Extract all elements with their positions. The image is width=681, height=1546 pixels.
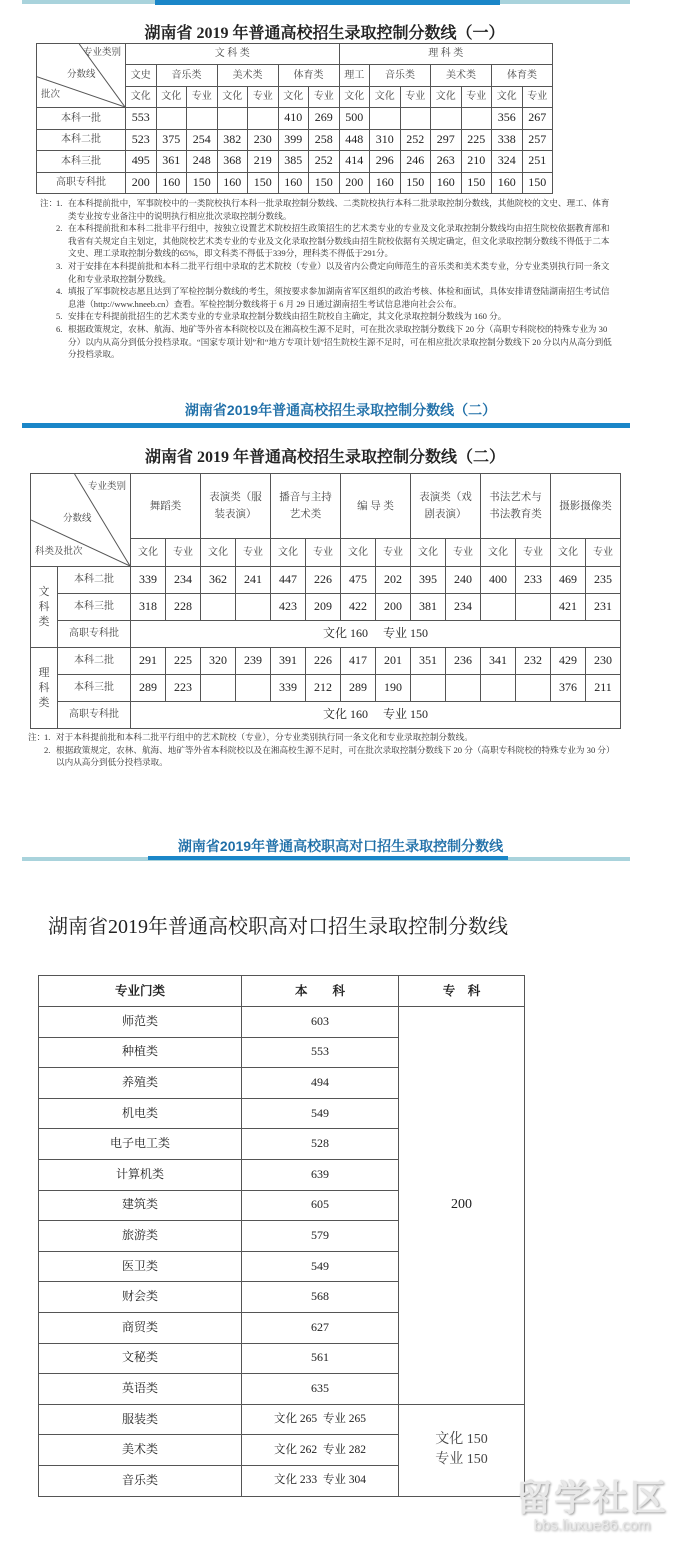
score-cell: 351 xyxy=(411,648,446,675)
score-cell xyxy=(516,594,551,621)
category-name: 养殖类 xyxy=(39,1068,242,1099)
score-cell: 553 xyxy=(126,108,157,130)
table1 xyxy=(36,43,614,194)
score-cell: 362 xyxy=(201,567,236,594)
subhead: 专业 xyxy=(586,539,621,567)
subhead: 文化 xyxy=(271,539,306,567)
score-cell: 150 xyxy=(522,172,553,194)
score-cell: 395 xyxy=(411,567,446,594)
note-text: 对于本科提前批和本科二批平行组中的艺术院校（专业），分专业类别执行同一条文化和专业录取控制分数线。 xyxy=(56,732,473,742)
score-cell: 212 xyxy=(306,675,341,702)
top-divider-accent xyxy=(155,0,500,5)
score-cell: 399 xyxy=(278,129,309,151)
score-cell: 232 xyxy=(516,648,551,675)
note-number: 2. xyxy=(56,223,63,234)
note-number: 3. xyxy=(56,260,63,271)
benke-score: 549 xyxy=(242,1098,399,1129)
subhead: 文化 xyxy=(551,539,586,567)
benke-score: 553 xyxy=(242,1037,399,1068)
corner-label-mid: 分数线 xyxy=(63,514,92,524)
score-cell xyxy=(461,108,492,130)
score-cell: 400 xyxy=(481,567,516,594)
subhead: 专业 xyxy=(516,539,551,567)
score-cell: 211 xyxy=(586,675,621,702)
header-row xyxy=(37,44,614,65)
table-row xyxy=(31,594,621,621)
score-cell: 448 xyxy=(339,129,370,151)
benke-score: 568 xyxy=(242,1282,399,1313)
subhead: 文化 xyxy=(201,539,236,567)
note-text: 填报了军事院校志愿且达到了军检控制分数线的考生，须按要求参加湖南省军区组织的政治考核、体检和面试，具体安排请登陆湖南招生考试信息港（http://www.hneeb.cn）查看。军检控制分数线将于 6 月 29 日通过湖南招生考试信息港向社会公布。 xyxy=(68,286,610,309)
row-label: 本科二批 xyxy=(37,129,126,151)
category-name: 服装类 xyxy=(39,1404,242,1435)
subhead: 专业 xyxy=(400,87,431,108)
score-cell: 338 xyxy=(492,129,523,151)
subhead: 专业 xyxy=(248,87,279,108)
score-cell: 382 xyxy=(217,129,248,151)
header-row xyxy=(39,976,525,1007)
corner-label-top: 专业类别 xyxy=(87,482,126,492)
score-cell: 296 xyxy=(370,151,401,173)
score-cell xyxy=(516,675,551,702)
note-number: 1. xyxy=(44,732,51,742)
score-cell: 209 xyxy=(306,594,341,621)
subhead: 专业 xyxy=(376,539,411,567)
category-header: 表演类（戏剧表演） xyxy=(411,474,481,539)
subhead: 文化 xyxy=(217,87,248,108)
benke-score: 文化 262 专业 282 xyxy=(242,1435,399,1466)
score-cell: 391 xyxy=(271,648,306,675)
score-cell: 160 xyxy=(431,172,462,194)
score-cell: 310 xyxy=(370,129,401,151)
score-cell xyxy=(217,108,248,130)
benke-score: 文化 265 专业 265 xyxy=(242,1404,399,1435)
subhead: 文化 xyxy=(341,539,376,567)
category-name: 计算机类 xyxy=(39,1159,242,1190)
score-cell: 248 xyxy=(187,151,218,173)
score-cell: 239 xyxy=(236,648,271,675)
score-cell: 160 xyxy=(492,172,523,194)
score-cell: 289 xyxy=(341,675,376,702)
score-cell: 324 xyxy=(492,151,523,173)
score-cell: 190 xyxy=(376,675,411,702)
subhead: 文化 xyxy=(431,87,462,108)
score-cell: 234 xyxy=(166,567,201,594)
column-header: 专 科 xyxy=(399,976,525,1007)
note-number: 5. xyxy=(56,311,63,322)
score-cell xyxy=(201,594,236,621)
category-name: 英语类 xyxy=(39,1374,242,1405)
subhead: 文化 xyxy=(411,539,446,567)
corner-label-bottom: 科类及批次 xyxy=(35,547,83,558)
corner-header xyxy=(31,474,131,567)
corner-label-top: 专业类别 xyxy=(82,48,121,58)
score-cell xyxy=(481,675,516,702)
row-label: 本科一批 xyxy=(37,108,126,130)
subhead: 文化 xyxy=(481,539,516,567)
table-row xyxy=(31,648,621,675)
table3-title: 湖南省2019年普通高校职高对口招生录取控制分数线 xyxy=(48,916,508,938)
header-row xyxy=(31,474,621,539)
score-cell: 223 xyxy=(166,675,201,702)
score-cell: 269 xyxy=(309,108,340,130)
merged-score-cell: 文化 160 专业 150 xyxy=(131,621,621,648)
table-row xyxy=(31,621,621,648)
section3-divider-accent xyxy=(148,856,508,860)
benke-score: 635 xyxy=(242,1374,399,1405)
score-cell: 219 xyxy=(248,151,279,173)
score-cell: 230 xyxy=(248,129,279,151)
score-cell: 200 xyxy=(126,172,157,194)
corner-header xyxy=(37,44,126,108)
score-cell: 225 xyxy=(461,129,492,151)
score-cell: 236 xyxy=(446,648,481,675)
category-name: 美术类 xyxy=(39,1435,242,1466)
row-label: 本科二批 xyxy=(58,567,131,594)
score-cell: 240 xyxy=(446,567,481,594)
score-cell: 160 xyxy=(217,172,248,194)
table-row xyxy=(39,1007,525,1038)
score-cell xyxy=(446,675,481,702)
category-header: 编 导 类 xyxy=(341,474,411,539)
table-row xyxy=(31,675,621,702)
table-row xyxy=(37,151,614,173)
subgroup-header: 文史 xyxy=(126,65,157,87)
score-cell xyxy=(411,675,446,702)
score-cell: 376 xyxy=(551,675,586,702)
watermark-logo xyxy=(512,1478,672,1534)
benke-score: 561 xyxy=(242,1343,399,1374)
score-cell: 150 xyxy=(187,172,218,194)
score-cell: 230 xyxy=(586,648,621,675)
column-header: 本 科 xyxy=(242,976,399,1007)
watermark-url: bbs.liuxue86.com xyxy=(533,1517,651,1534)
score-cell xyxy=(236,594,271,621)
score-cell xyxy=(201,675,236,702)
zhuanke-score-art xyxy=(399,1404,525,1496)
score-cell: 160 xyxy=(370,172,401,194)
score-cell: 361 xyxy=(156,151,187,173)
score-cell: 429 xyxy=(551,648,586,675)
subhead: 专业 xyxy=(236,539,271,567)
note-text: 在本科提前批和本科二批非平行组中，按独立设置艺术院校招生政策招生的艺术类专业的专业及文化录取控制分数线均由招生院校依据教育部和我省有关规定自主划定，其他院校艺术类专业的专业及文化录取控制分数线由招生院校依据有关规定确定，但文化录取控制分数线不得低于二本文史、理工录取控制分数线的65%，即文科类不得低于339分，理科类不得低于291分。 xyxy=(68,223,610,259)
subhead: 文化 xyxy=(339,87,370,108)
table-row xyxy=(39,1404,525,1435)
subhead: 文化 xyxy=(492,87,523,108)
category-name: 旅游类 xyxy=(39,1221,242,1252)
note-item xyxy=(28,731,623,744)
category-name: 医卫类 xyxy=(39,1251,242,1282)
score-cell: 251 xyxy=(522,151,553,173)
score-cell: 210 xyxy=(461,151,492,173)
section2-title: 湖南省2019年普通高校招生录取控制分数线（二） xyxy=(184,402,497,418)
column-header: 专业门类 xyxy=(39,976,242,1007)
score-cell: 289 xyxy=(131,675,166,702)
score-cell: 235 xyxy=(586,567,621,594)
table1-title: 湖南省 2019 年普通高校招生录取控制分数线（一） xyxy=(144,25,505,42)
benke-score: 603 xyxy=(242,1007,399,1038)
notes-lead: 注： xyxy=(40,198,58,208)
section3-title: 湖南省2019年普通高校职高对口招生录取控制分数线 xyxy=(177,838,504,854)
score-cell: 150 xyxy=(248,172,279,194)
category-name: 财会类 xyxy=(39,1282,242,1313)
note-number: 4. xyxy=(56,286,63,297)
score-cell: 263 xyxy=(431,151,462,173)
subhead: 文化 xyxy=(278,87,309,108)
category-header: 书法艺术与书法教育类 xyxy=(481,474,551,539)
benke-score: 494 xyxy=(242,1068,399,1099)
subgroup-header: 美术类 xyxy=(217,65,278,87)
subhead: 文化 xyxy=(156,87,187,108)
score-cell xyxy=(431,108,462,130)
benke-score: 528 xyxy=(242,1129,399,1160)
row-label: 本科三批 xyxy=(37,151,126,173)
score-cell: 246 xyxy=(400,151,431,173)
score-cell: 258 xyxy=(309,129,340,151)
score-cell: 318 xyxy=(131,594,166,621)
score-cell: 252 xyxy=(309,151,340,173)
category-name: 音乐类 xyxy=(39,1465,242,1496)
category-name: 建筑类 xyxy=(39,1190,242,1221)
score-cell: 160 xyxy=(156,172,187,194)
category-header: 播音与主持艺术类 xyxy=(271,474,341,539)
score-cell xyxy=(236,675,271,702)
note-text: 根据政策规定，农林、航海、地矿等外省本科院校以及在湘高校生源不足时，可在批次录取控制分数线下 20 分（高职专科院校的特殊专业为 30 分）以内从高分到低分投档录取。 xyxy=(56,744,615,768)
note-item xyxy=(40,222,615,260)
score-cell: 150 xyxy=(309,172,340,194)
note-number: 2. xyxy=(44,744,51,755)
note-text: 在本科提前批中，军事院校中的一类院校执行本科一批录取控制分数线、二类院校执行本科二批录取控制分数线，其他院校的文史、理工、体育类专业按专业备注中的说明执行相应批次录取控制分数线。 xyxy=(68,198,610,221)
note-item xyxy=(28,744,623,769)
table3 xyxy=(38,975,525,1497)
score-cell xyxy=(400,108,431,130)
score-cell: 381 xyxy=(411,594,446,621)
category-name: 种植类 xyxy=(39,1037,242,1068)
note-text: 根据政策规定，农林、航海、地矿等外省本科院校以及在湘高校生源不足时，可在批次录取控制分数线下 20 分（高职专科院校的特殊专业为 30 分）以内从高分到低分投档录取。“国家专项计划”和“地方专项计划”招生院校生源不足时，可在相应批次录取控制分数线下 20 分以内从高分到低分投档录取。 xyxy=(68,323,612,360)
subgroup-header: 理工 xyxy=(339,65,370,87)
watermark-text: 留学社区 xyxy=(515,1477,668,1518)
subhead: 专业 xyxy=(187,87,218,108)
table-row xyxy=(31,567,621,594)
score-cell: 202 xyxy=(376,567,411,594)
score-cell: 233 xyxy=(516,567,551,594)
note-item xyxy=(40,323,615,361)
subhead: 专业 xyxy=(522,87,553,108)
score-cell: 356 xyxy=(492,108,523,130)
score-cell: 469 xyxy=(551,567,586,594)
score-cell: 267 xyxy=(522,108,553,130)
subgroup-header: 音乐类 xyxy=(370,65,431,87)
category-header: 舞蹈类 xyxy=(131,474,201,539)
score-cell: 226 xyxy=(306,648,341,675)
score-cell: 341 xyxy=(481,648,516,675)
category-name: 师范类 xyxy=(39,1007,242,1038)
table-row xyxy=(31,702,621,729)
score-cell: 150 xyxy=(400,172,431,194)
row-label: 高职专科批 xyxy=(58,702,131,729)
note-item xyxy=(40,260,615,285)
row-label: 本科二批 xyxy=(58,648,131,675)
note-number: 1. xyxy=(56,198,63,208)
score-cell: 150 xyxy=(461,172,492,194)
score-cell: 410 xyxy=(278,108,309,130)
score-cell: 421 xyxy=(551,594,586,621)
table1-notes xyxy=(40,197,615,361)
score-cell: 423 xyxy=(271,594,306,621)
score-cell: 339 xyxy=(131,567,166,594)
subhead: 专业 xyxy=(306,539,341,567)
subhead: 专业 xyxy=(309,87,340,108)
score-cell: 320 xyxy=(201,648,236,675)
note-item xyxy=(40,310,615,323)
row-label: 本科三批 xyxy=(58,675,131,702)
corner-label-bottom: 批次 xyxy=(41,90,61,101)
subhead: 文化 xyxy=(131,539,166,567)
benke-score: 605 xyxy=(242,1190,399,1221)
category-name: 机电类 xyxy=(39,1098,242,1129)
note-text: 对于安排在本科提前批和本科二批平行组中录取的艺术院校（专业）以及省内公费定向师范生的音乐类和美术类专业，分专业类别执行同一条文化和专业录取控制分数线。 xyxy=(68,260,610,284)
category-header: 摄影摄像类 xyxy=(551,474,621,539)
row-label: 本科三批 xyxy=(58,594,131,621)
score-cell: 414 xyxy=(339,151,370,173)
table2-title: 湖南省 2019 年普通高校招生录取控制分数线（二） xyxy=(144,449,505,466)
benke-score: 627 xyxy=(242,1312,399,1343)
benke-score: 579 xyxy=(242,1221,399,1252)
score-cell: 500 xyxy=(339,108,370,130)
score-cell: 297 xyxy=(431,129,462,151)
table2 xyxy=(30,473,621,729)
note-text: 安排在专科提前批招生的艺术类专业的专业录取控制分数线由招生院校自主确定，其文化录取控制分数线为 160 分。 xyxy=(68,311,507,322)
note-number: 6. xyxy=(56,323,63,334)
score-cell: 475 xyxy=(341,567,376,594)
merged-score-cell: 文化 160 专业 150 xyxy=(131,702,621,729)
table-row xyxy=(37,172,614,194)
subgroup-header: 体育类 xyxy=(278,65,339,87)
note-item xyxy=(40,197,615,222)
section2-divider xyxy=(22,423,630,428)
score-cell xyxy=(370,108,401,130)
group-header: 文 科 类 xyxy=(126,44,340,65)
subhead: 专业 xyxy=(166,539,201,567)
subhead: 专业 xyxy=(461,87,492,108)
score-cell: 422 xyxy=(341,594,376,621)
score-cell: 375 xyxy=(156,129,187,151)
category-name: 文秘类 xyxy=(39,1343,242,1374)
score-cell: 241 xyxy=(236,567,271,594)
row-label: 高职专科批 xyxy=(58,621,131,648)
score-cell: 228 xyxy=(166,594,201,621)
benke-score: 549 xyxy=(242,1251,399,1282)
corner-label-mid: 分数线 xyxy=(67,70,96,80)
subgroup-header: 音乐类 xyxy=(156,65,217,87)
score-cell: 417 xyxy=(341,648,376,675)
score-cell xyxy=(187,108,218,130)
score-cell: 200 xyxy=(339,172,370,194)
score-cell xyxy=(481,594,516,621)
subhead: 专业 xyxy=(446,539,481,567)
score-cell: 201 xyxy=(376,648,411,675)
zhuanke-score-general: 200 xyxy=(399,1007,525,1405)
score-cell xyxy=(248,108,279,130)
benke-score: 文化 233 专业 304 xyxy=(242,1465,399,1496)
table2-notes xyxy=(28,731,623,769)
notes-lead: 注： xyxy=(28,732,46,742)
score-cell: 339 xyxy=(271,675,306,702)
score-cell: 385 xyxy=(278,151,309,173)
score-cell xyxy=(156,108,187,130)
group-header: 理 科 类 xyxy=(339,44,553,65)
score-cell: 252 xyxy=(400,129,431,151)
score-cell: 231 xyxy=(586,594,621,621)
table-row xyxy=(37,108,614,130)
subgroup-header: 体育类 xyxy=(492,65,553,87)
benke-score: 639 xyxy=(242,1159,399,1190)
group-label: 理科类 xyxy=(31,648,58,729)
score-cell: 257 xyxy=(522,129,553,151)
score-cell: 226 xyxy=(306,567,341,594)
category-header: 表演类（服装表演） xyxy=(201,474,271,539)
score-cell: 225 xyxy=(166,648,201,675)
subhead: 文化 xyxy=(126,87,157,108)
note-item xyxy=(40,285,615,310)
score-cell: 447 xyxy=(271,567,306,594)
score-cell: 234 xyxy=(446,594,481,621)
category-name: 商贸类 xyxy=(39,1312,242,1343)
table-row xyxy=(37,129,614,151)
subhead: 文化 xyxy=(370,87,401,108)
zhuanke-art-line: 文化 150 xyxy=(435,1432,488,1448)
score-cell: 291 xyxy=(131,648,166,675)
score-cell: 368 xyxy=(217,151,248,173)
group-label: 文科类 xyxy=(31,567,58,648)
score-cell: 254 xyxy=(187,129,218,151)
score-cell: 495 xyxy=(126,151,157,173)
subgroup-header: 美术类 xyxy=(431,65,492,87)
category-name: 电子电工类 xyxy=(39,1129,242,1160)
score-cell: 523 xyxy=(126,129,157,151)
row-label: 高职专科批 xyxy=(37,172,126,194)
zhuanke-art-line: 专业 150 xyxy=(435,1452,488,1468)
score-cell: 160 xyxy=(278,172,309,194)
score-cell: 200 xyxy=(376,594,411,621)
